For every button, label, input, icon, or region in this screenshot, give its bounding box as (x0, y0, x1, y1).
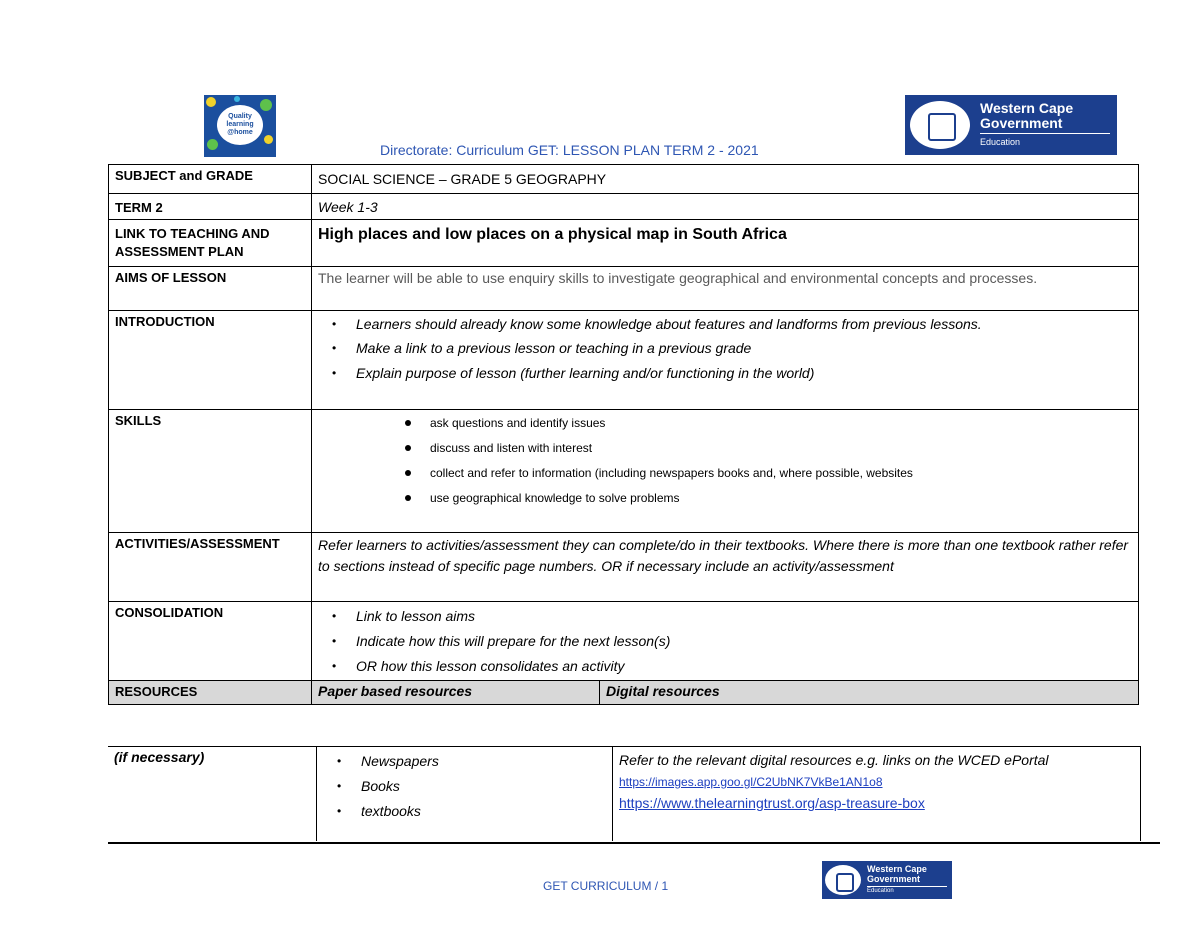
digital-resources-header: Digital resources (600, 681, 1139, 705)
link-images-app[interactable]: https://images.app.goo.gl/C2UbNK7VkBe1AN1o8 (619, 775, 883, 789)
coat-of-arms-icon (825, 865, 861, 895)
paper-resources-header: Paper based resources (312, 681, 600, 705)
list-item: • OR how this lesson consolidates an activity (318, 654, 1133, 679)
skills-list (318, 416, 1133, 506)
term-value: Week 1-3 (312, 194, 1139, 220)
aims-value: The learner will be able to use enquiry skills to investigate geographical and environmental concepts and processes. (312, 267, 1139, 311)
directorate-title: Directorate: Curriculum GET: LESSON PLAN TERM 2 - 2021 (380, 142, 759, 158)
lesson-plan-table (108, 164, 1139, 705)
logo-line-2: Government (980, 115, 1063, 131)
table-row (109, 533, 1139, 602)
footer-text: GET CURRICULUM / 1 (543, 879, 669, 893)
consolidation-label: CONSOLIDATION (109, 602, 312, 681)
footer-logo-line-1: Western Cape (867, 864, 927, 874)
footer-logo-line-2: Government (867, 874, 921, 884)
link-learning-trust[interactable]: https://www.thelearningtrust.org/asp-treasure-box (619, 795, 925, 811)
table-row (109, 410, 1139, 533)
list-item: use geographical knowledge to solve problems (318, 491, 1133, 506)
logo-line-3: Education (980, 137, 1021, 147)
list-item: discuss and listen with interest (318, 441, 1133, 456)
term-label: TERM 2 (109, 194, 312, 220)
coat-of-arms-icon (910, 101, 970, 149)
paper-resources-list (323, 749, 607, 824)
western-cape-government-logo (905, 95, 1117, 155)
table-row (109, 602, 1139, 681)
list-item: collect and refer to information (including newspapers books and, where possible, websites (318, 466, 1133, 481)
consolidation-list (318, 604, 1133, 679)
consolidation-list-cell (312, 602, 1139, 681)
list-item: • Make a link to a previous lesson or teaching in a previous grade (318, 336, 1133, 361)
bottom-rule (108, 842, 1160, 844)
activities-label: ACTIVITIES/ASSESSMENT (109, 533, 312, 602)
logo-text-1: Quality (228, 113, 252, 120)
list-item: • textbooks (323, 799, 607, 824)
quality-learning-logo (204, 95, 276, 157)
logo-text-2: learning (226, 121, 254, 128)
table-row (109, 267, 1139, 311)
resources-label: RESOURCES (109, 681, 312, 705)
link-label: LINK TO TEACHING AND ASSESSMENT PLAN (109, 220, 312, 267)
table-row (108, 747, 1141, 841)
if-necessary-label: (if necessary) (108, 747, 317, 841)
logo-text-3: @home (227, 129, 253, 136)
aims-label: AIMS OF LESSON (109, 267, 312, 311)
activities-value: Refer learners to activities/assessment they can complete/do in their textbooks. Where there is more than one textbook rather refer to sections instead of specific page numbers. OR if necessary include an activity/assessment (312, 533, 1139, 602)
list-item: • Explain purpose of lesson (further learning and/or functioning in the world) (318, 361, 1133, 386)
skills-label: SKILLS (109, 410, 312, 533)
subject-value: SOCIAL SCIENCE – GRADE 5 GEOGRAPHY (312, 165, 1139, 194)
list-item: • Learners should already know some knowledge about features and landforms from previous lessons. (318, 313, 1133, 336)
logo-line-1: Western Cape (980, 100, 1074, 116)
paper-resources-cell (317, 747, 613, 841)
table-row (109, 311, 1139, 410)
skills-list-cell (312, 410, 1139, 533)
digital-resources-cell (613, 747, 1141, 841)
footer-logo-line-3: Education (867, 888, 894, 894)
introduction-list-cell (312, 311, 1139, 410)
list-item: • Link to lesson aims (318, 604, 1133, 629)
table-row (109, 165, 1139, 194)
list-item: • Newspapers (323, 749, 607, 774)
table-row (109, 194, 1139, 220)
introduction-list (318, 313, 1133, 386)
introduction-label: INTRODUCTION (109, 311, 312, 410)
list-item: • Indicate how this will prepare for the next lesson(s) (318, 629, 1133, 654)
list-item: • Books (323, 774, 607, 799)
logo-bubble (217, 105, 263, 145)
table-row (109, 220, 1139, 267)
list-item: ask questions and identify issues (318, 416, 1133, 431)
digital-resources-text: Refer to the relevant digital resources e.g. links on the WCED ePortal (619, 752, 1049, 768)
resources-continuation-table (108, 746, 1141, 841)
table-row (109, 681, 1139, 705)
link-value: High places and low places on a physical map in South Africa (312, 220, 1139, 267)
western-cape-government-footer-logo (822, 861, 952, 899)
subject-label: SUBJECT and GRADE (109, 165, 312, 194)
